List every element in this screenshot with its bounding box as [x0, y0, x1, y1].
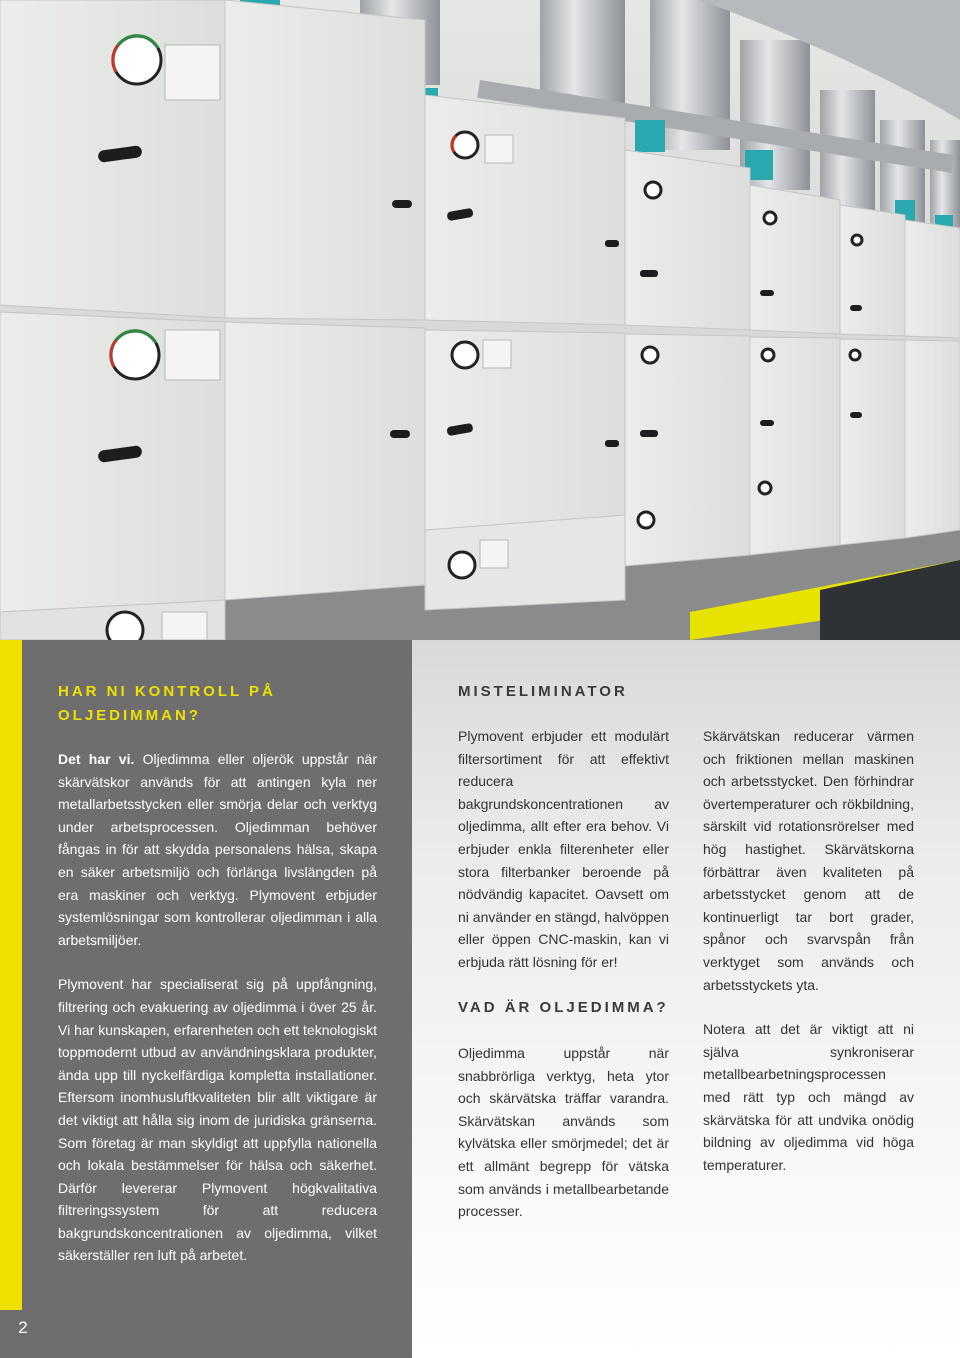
sidebar-text [58, 748, 377, 1267]
sidebar-paragraph-1-body: Oljedimma eller oljerök uppstår när skärvätskor används för att antingen kyla ner metallarbetsstycken eller smörja delar och verktyg under arbetsprocessen. Oljedimman behöver fångas in för att skydda personalens hälsa, skapa en säker arbetsmiljö och förlänga livslängden på era maskiner och verktyg. Plymovent erbjuder systemlösningar som kontrollerar oljedimman i alla arbetsmiljöer. [58, 751, 377, 948]
middle-text-2 [458, 1042, 669, 1223]
sidebar-paragraph-2: Plymovent har specialiserat sig på uppfångning, filtrering och evakuering av oljedimma i över 25 år. Vi har kunskapen, erfarenheten och ett teknologiskt toppmodernt utbud av användningsklara produkter, ända upp till nyckelfärdiga kompletta installationer. Eftersom inomhusluftkvaliteten blir allt viktigare är det viktigt att hålla sig inom de juridiska gränserna. Som företag är man skyldigt att uppfylla nationella och lokala bestämmelser för hälsa och säkerhet. Därför levererar Plymovent högkvalitativa filtreringssystem för att reducera bakgrundskoncentrationen av oljedimma, vilket säkerställer ren luft på arbetet. [58, 976, 377, 1264]
middle-text [458, 725, 669, 974]
sidebar-paragraph-1 [58, 748, 377, 951]
right-text [703, 725, 914, 1176]
sidebar-lead: Det har vi. [58, 751, 135, 767]
yellow-accent-strip [0, 640, 22, 1310]
oil-mist-heading: VAD ÄR OLJEDIMMA? [458, 999, 669, 1016]
right-paragraph-1: Skärvätskan reducerar värmen och friktionen mellan maskinen och arbetsstycket. Den förhindrar övertemperaturer och rökbildning, särskilt vid rotationsrörelser med hög hastighet. Skärvätskorna förbättrar även kvaliteten på arbetsstycket genom att de kontinuerligt tar bort grader, spånor och svarvspån från verktyget som används och arbetsstyckets yta. [703, 728, 914, 993]
sidebar-heading [58, 680, 388, 728]
page-number: 2 [18, 1318, 28, 1337]
mist-eliminator-heading: MISTELIMINATOR [458, 683, 628, 700]
right-paragraph-2: Notera att det är viktigt att ni själva synkroniserar metallbearbetningsprocessen med rätt typ och mängd av skärvätska för att undvika onödig bildning av oljedimma vid höga temperaturer. [703, 1021, 914, 1173]
sidebar-heading-line2: OLJEDIMMAN? [58, 707, 201, 724]
header-photo [0, 0, 960, 640]
ventilation-cabinets-photo [0, 0, 960, 640]
sidebar-heading-line1: HAR NI KONTROLL PÅ [58, 683, 276, 700]
middle-paragraph-1: Plymovent erbjuder ett modulärt filtersortiment för att effektivt reducera bakgrundskoncentrationen av oljedimma, allt efter era behov. Vi erbjuder enkla filterenheter eller stora filterbanker beroende på nödvändig kapacitet. Oavsett om ni använder en stängd, halvöppen eller öppen CNC-maskin, kan vi erbjuda rätt lösning för er! [458, 728, 669, 970]
middle-paragraph-2: Oljedimma uppstår när snabbrörliga verktyg, heta ytor och skärvätska träffar varandra. Skärvätskan används som kylvätska eller smörjmedel; det är ett allmänt begrepp för vätska som används i metallbearbetande processer. [458, 1045, 669, 1220]
